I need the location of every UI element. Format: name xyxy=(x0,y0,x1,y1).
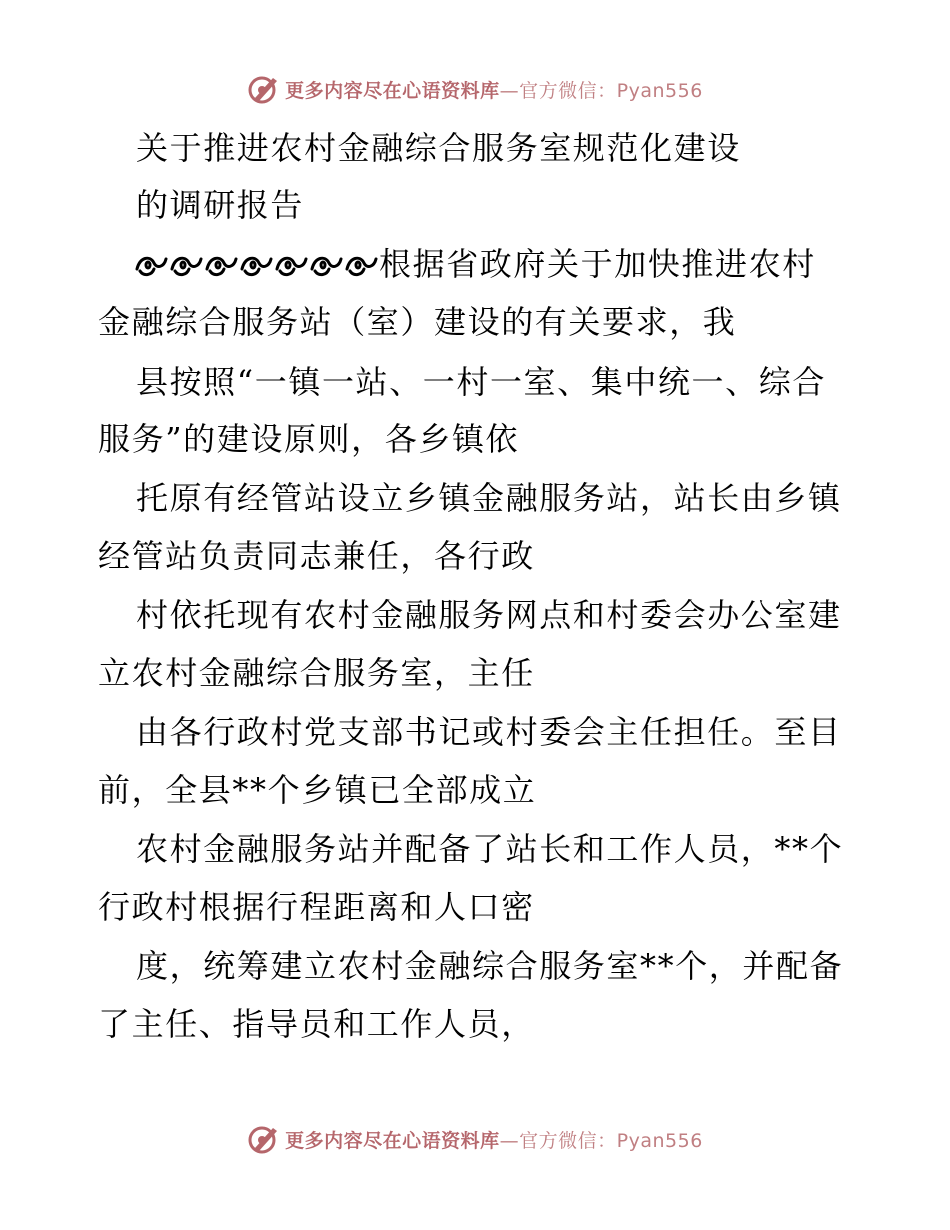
paragraph-line-5: 托原有经管站设立乡镇金融服务站，站长由乡镇 xyxy=(136,479,842,517)
paragraph-line-10: 前，全县**个乡镇已全部成立 xyxy=(98,771,537,809)
header-brand: 更多内容尽在心语资料库 xyxy=(285,79,500,102)
footer-banner xyxy=(0,1122,950,1156)
footer-suffix: 官方微信：Pyan556 xyxy=(519,1129,703,1152)
brand-logo-icon xyxy=(247,1122,281,1156)
paragraph-line-9: 由各行政村党支部书记或村委会主任担任。至目 xyxy=(136,713,842,751)
footer-banner-text xyxy=(285,1126,703,1153)
ornament-icon xyxy=(274,249,309,279)
paragraph-line-8: 立农村金融综合服务室，主任 xyxy=(98,654,535,692)
header-separator: — xyxy=(499,79,520,102)
header-banner xyxy=(0,72,950,106)
paragraph-line-4: 服务”的建设原则，各乡镇依 xyxy=(98,420,520,458)
ornament-icon xyxy=(344,249,379,279)
footer-brand: 更多内容尽在心语资料库 xyxy=(285,1129,500,1152)
paragraph-line-12: 行政村根据行程距离和人口密 xyxy=(98,888,535,926)
paragraph-line-6: 经管站负责同志兼任，各行政 xyxy=(98,537,535,575)
footer-separator: — xyxy=(499,1129,520,1152)
paragraph-line-13: 度，统筹建立农村金融综合服务室**个，并配备 xyxy=(136,947,844,985)
brand-logo-icon xyxy=(247,72,281,106)
paragraph-line-11: 农村金融服务站并配备了站长和工作人员，**个 xyxy=(136,830,844,868)
paragraph-line-7: 村依托现有农村金融服务网点和村委会办公室建 xyxy=(136,596,842,634)
paragraph-line-2: 金融综合服务站（室）建设的有关要求，我 xyxy=(98,303,737,341)
ornament-indent xyxy=(134,244,379,284)
ornament-icon xyxy=(239,249,274,279)
document-title-line-1: 关于推进农村金融综合服务室规范化建设 xyxy=(136,129,741,167)
ornament-icon xyxy=(134,249,169,279)
ornament-icon xyxy=(204,249,239,279)
document-title-line-2: 的调研报告 xyxy=(136,186,305,224)
ornament-icon xyxy=(169,249,204,279)
header-suffix: 官方微信：Pyan556 xyxy=(519,79,703,102)
paragraph-line-1-text: 根据省政府关于加快推进农村 xyxy=(379,245,816,283)
paragraph-line-3: 县按照“一镇一站、一村一室、集中统一、综合 xyxy=(136,363,826,401)
ornament-icon xyxy=(309,249,344,279)
paragraph-line-14: 了主任、指导员和工作人员， xyxy=(98,1005,535,1043)
header-banner-text xyxy=(285,76,703,103)
paragraph-line-1 xyxy=(134,244,816,284)
